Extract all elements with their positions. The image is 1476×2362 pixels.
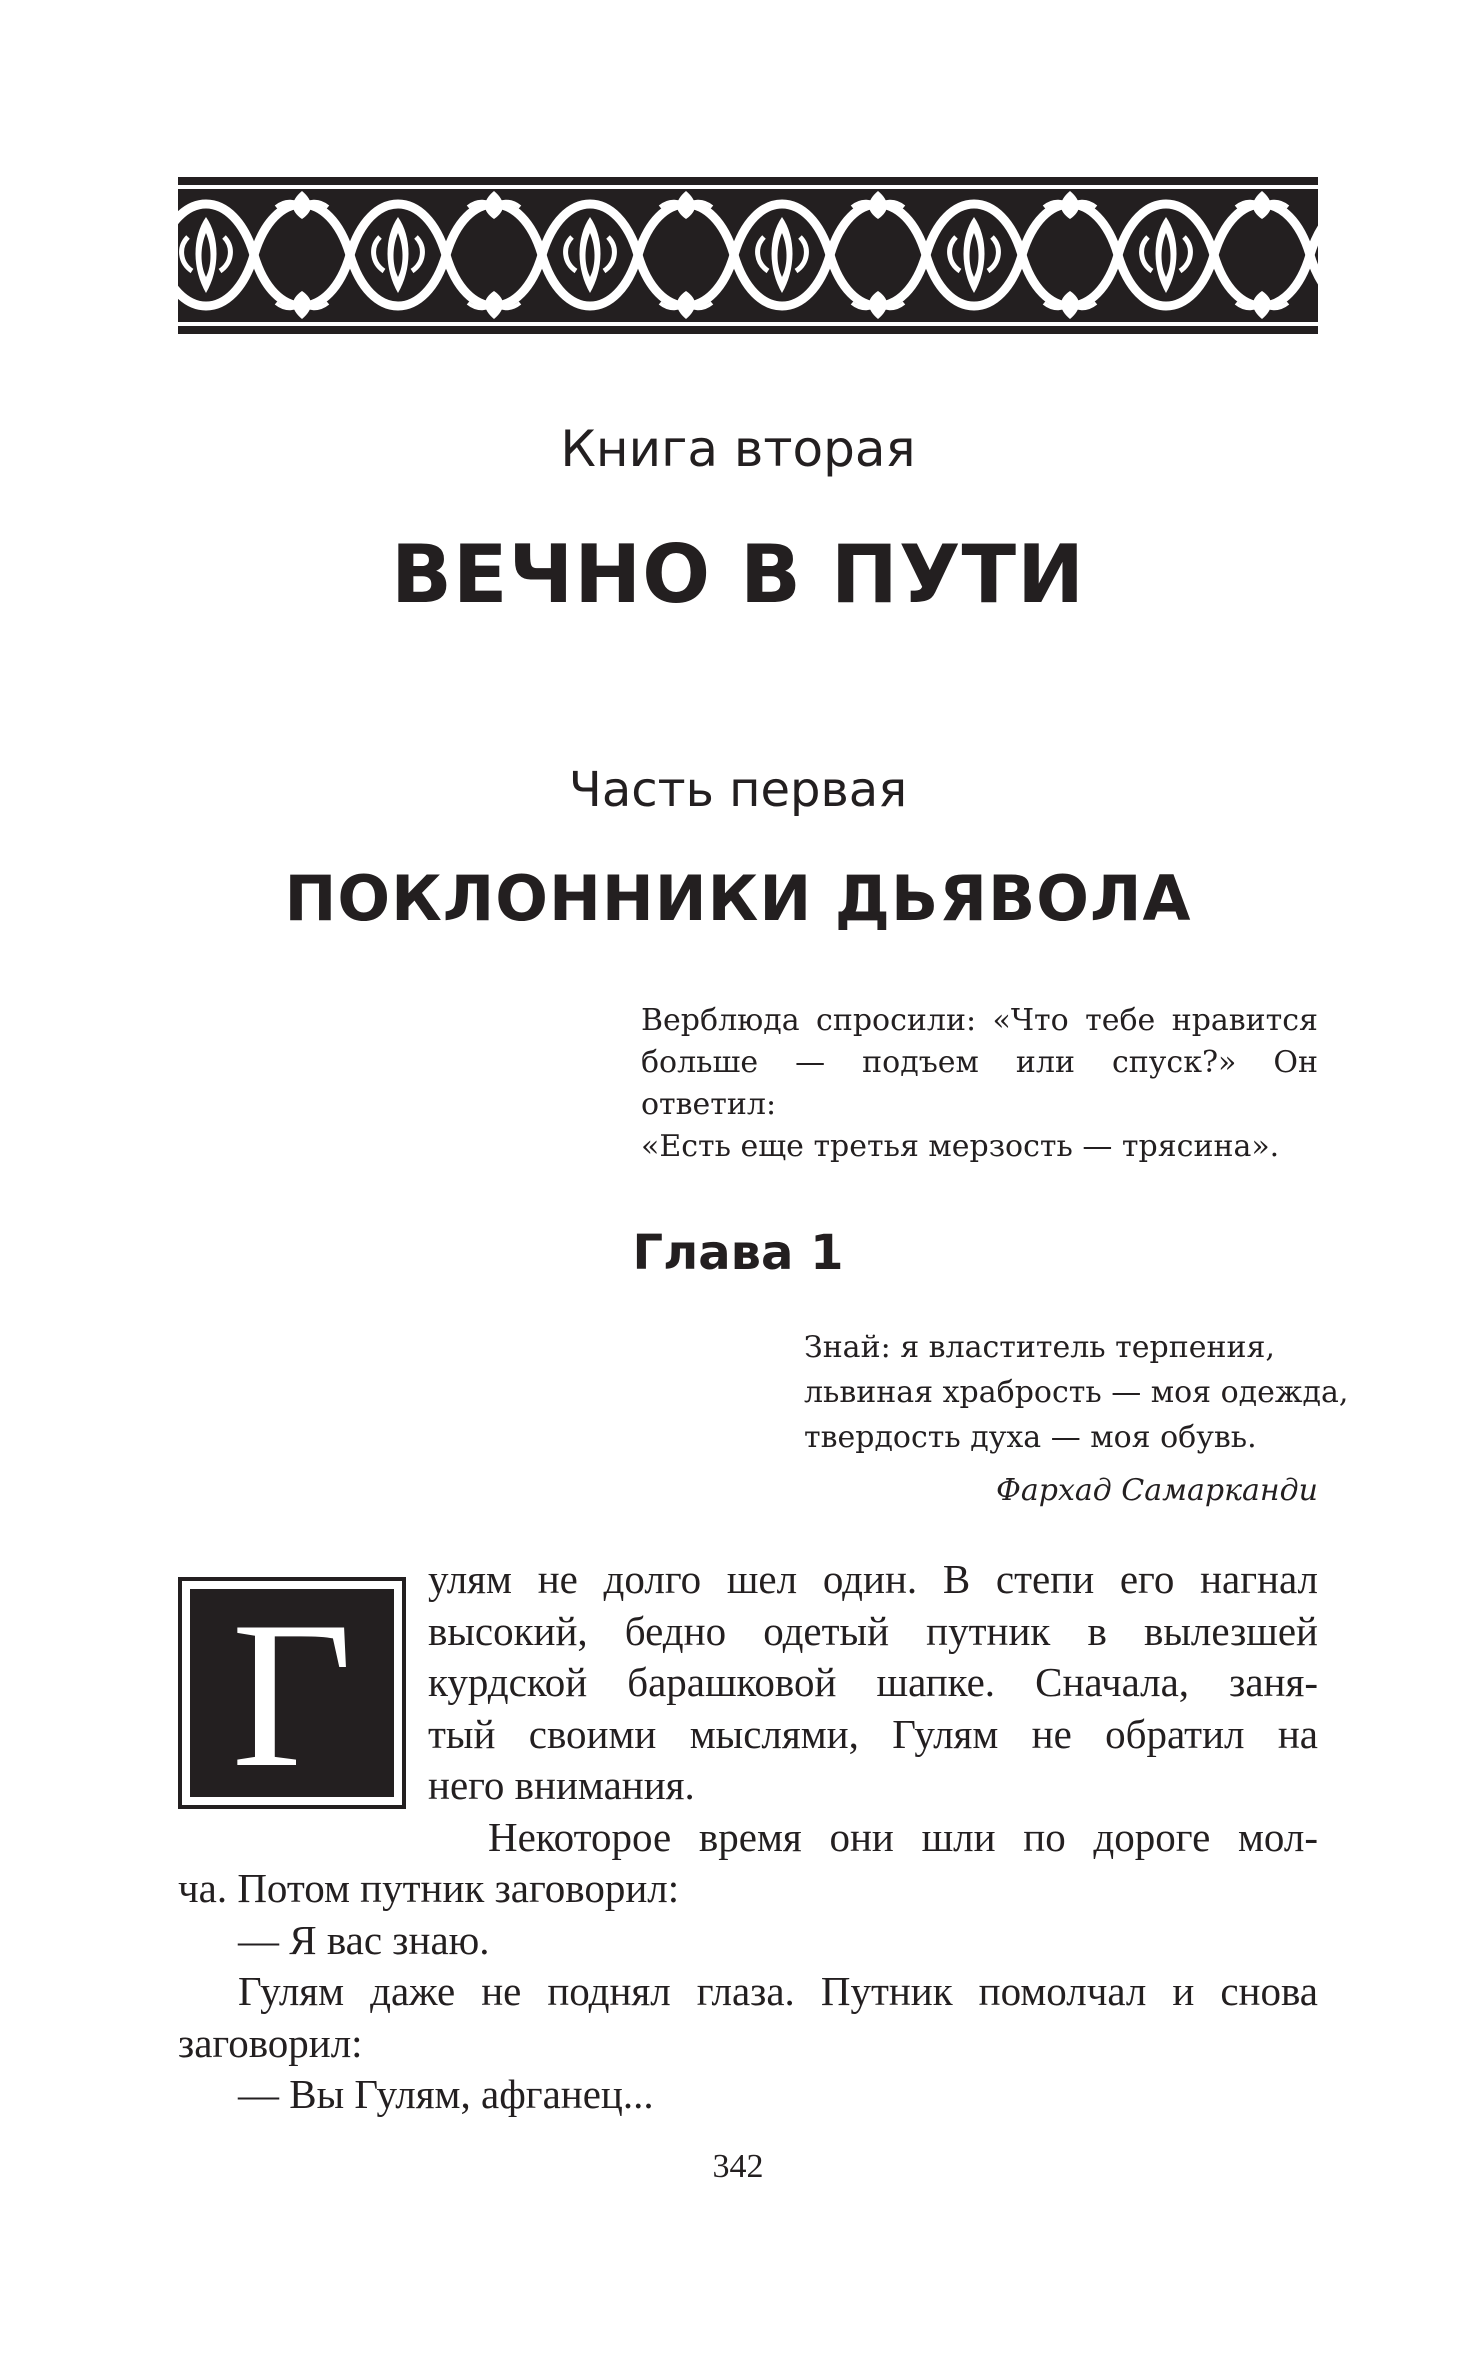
epigraph-line: «Есть еще третья мерзость — трясина». (641, 1129, 1280, 1164)
page-number: 342 (712, 2148, 764, 2185)
part-title: ПОКЛОННИКИ ДЬЯВОЛА (284, 862, 1192, 935)
text-line: тый своими мыслями, Гулям не обратил на (428, 1711, 1318, 1757)
epigraph-line: львиная храбрость — моя одежда, (804, 1375, 1349, 1410)
chapter-epigraph (804, 1325, 1349, 1513)
drop-cap (178, 1577, 406, 1809)
epigraph-line: Знай: я властитель терпения, (804, 1330, 1275, 1365)
ornament-pattern (178, 177, 1318, 334)
part-epigraph (641, 1000, 1318, 1168)
text-line: высокий, бедно одетый путник в вылезшей (428, 1608, 1318, 1654)
text-line: улям не долго шел один. В степи его нагнал (428, 1556, 1318, 1602)
text-line: — Я вас знаю. (238, 1917, 490, 1963)
book-title: ВЕЧНО В ПУТИ (390, 528, 1086, 621)
text-line: курдской барашковой шапке. Сначала, заня- (428, 1659, 1318, 1705)
text-line: — Вы Гулям, афганец... (238, 2071, 654, 2117)
ornamental-border (178, 177, 1318, 334)
book-label: Книга вторая (560, 420, 916, 478)
text-line: Некоторое время они шли по дороге мол- (488, 1814, 1318, 1860)
text-line: заговорил: (178, 2020, 363, 2066)
text-line: Гулям даже не поднял глаза. Путник помолчал и снова (238, 1968, 1318, 2014)
epigraph-line: Верблюда спросили: «Что тебе нравится (641, 1003, 1318, 1038)
epigraph-line: твердость духа — моя обувь. (804, 1420, 1257, 1455)
epigraph-author: Фархад Самарканди (995, 1473, 1318, 1508)
epigraph-line: больше — подъем или спуск?» Он ответил: (641, 1045, 1318, 1122)
text-line: ча. Потом путник заговорил: (178, 1865, 680, 1911)
drop-cap-frame (190, 1579, 394, 1811)
text-line: него внимания. (428, 1762, 695, 1808)
drop-cap-letter: Г (231, 1579, 353, 1811)
chapter-title: Глава 1 (632, 1225, 844, 1281)
part-label: Часть первая (568, 762, 908, 818)
